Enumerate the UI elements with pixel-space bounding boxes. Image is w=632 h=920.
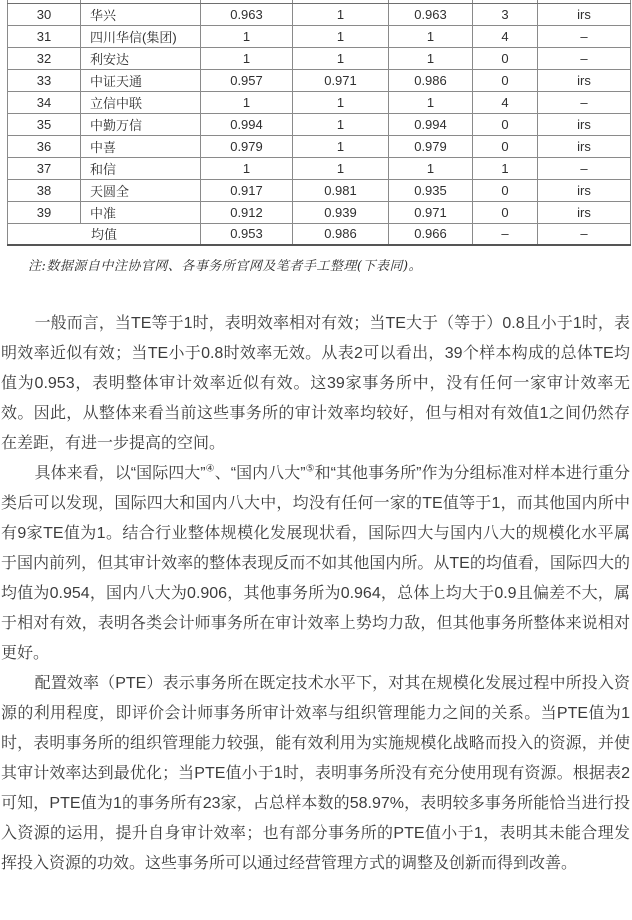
cell-slack: 0 [473,47,538,69]
cell-firm-name: 四川华信(集团) [81,25,201,47]
mean-label: 均值 [8,223,201,245]
efficiency-table-container [0,0,632,246]
cell-pte: 1 [293,157,389,179]
cell-pte: 0.981 [293,179,389,201]
mean-pte: 0.986 [293,223,389,245]
table-row [8,3,631,25]
p2-text-2: 、“国内八大” [214,465,306,482]
cell-te: 1 [201,25,293,47]
cell-returns: irs [538,179,631,201]
cell-rank: 31 [8,25,81,47]
footnote-ref-5: ⑤ [305,463,315,475]
table-row [8,201,631,223]
paragraph-te-analysis: 一般而言，当TE等于1时，表明效率相对有效；当TE大于（等于）0.8且小于1时，表明效率近似有效；当TE小于0.8时效率无效。从表2可以看出，39个样本构成的总体TE均值为0.953，表明整体审计效率近似有效。这39家事务所中，没有任何一家审计效率无效。因此，从整体来看当前这些事务所的审计效率均较好，但与相对有效值1之间仍然存在差距，有进一步提高的空间。 [1,315,630,452]
table-row [8,69,631,91]
mean-te: 0.953 [201,223,293,245]
cell-slack: 0 [473,179,538,201]
cell-te: 0.994 [201,113,293,135]
paragraph-pte-analysis: 配置效率（PTE）表示事务所在既定技术水平下，对其在规模化发展过程中所投入资源的利用程度，即评价会计师事务所审计效率与组织管理能力之间的关系。当PTE值为1时，表明事务所的组织管理能力较强，能有效利用为实施规模化战略而投入的资源，并使其审计效率达到最优化；当PTE值小于1时，表明事务所没有充分使用现有资源。根据表2可知，PTE值为1的事务所有23家，占总样本数的58.97%，表明较多事务所能恰当进行投入资源的运用，提升自身审计效率；也有部分事务所的PTE值小于1，表明其未能合理发挥投入资源的功效。这些事务所可以通过经营管理方式的调整及创新而得到改善。 [1,675,630,872]
cell-firm-name: 立信中联 [81,91,201,113]
cell-rank: 36 [8,135,81,157]
cell-slack: 0 [473,201,538,223]
mean-se: 0.966 [389,223,473,245]
table-mean-row [8,223,631,245]
cell-pte: 1 [293,3,389,25]
cell-returns: irs [538,113,631,135]
cell-te: 0.957 [201,69,293,91]
cell-pte: 1 [293,91,389,113]
cell-returns: irs [538,135,631,157]
cell-te: 0.963 [201,3,293,25]
cell-se: 1 [389,91,473,113]
cell-slack: 0 [473,69,538,91]
cell-rank: 39 [8,201,81,223]
cell-se: 0.935 [389,179,473,201]
paragraph-group-comparison [1,459,630,669]
cell-pte: 0.971 [293,69,389,91]
body-text [0,309,632,879]
cell-se: 1 [389,157,473,179]
cell-pte: 0.939 [293,201,389,223]
cell-pte: 1 [293,25,389,47]
cell-rank: 30 [8,3,81,25]
cell-firm-name: 和信 [81,157,201,179]
table-source-note: 注:数据源自中注协官网、各事务所官网及笔者手工整理(下表同)。 [28,259,423,274]
cell-te: 1 [201,91,293,113]
cell-rank: 32 [8,47,81,69]
cell-rank: 37 [8,157,81,179]
cell-slack: 0 [473,113,538,135]
cell-se: 0.971 [389,201,473,223]
cell-firm-name: 利安达 [81,47,201,69]
cell-returns: irs [538,201,631,223]
cell-te: 0.912 [201,201,293,223]
cell-se: 1 [389,25,473,47]
cell-returns: – [538,157,631,179]
cell-firm-name: 天圆全 [81,179,201,201]
cell-slack: 4 [473,91,538,113]
table-row [8,157,631,179]
footnote-ref-4: ④ [205,463,215,475]
cell-se: 0.963 [389,3,473,25]
cell-firm-name: 华兴 [81,3,201,25]
p2-text-1: 具体来看，以“国际四大” [34,465,206,482]
cell-firm-name: 中证天通 [81,69,201,91]
cell-te: 1 [201,157,293,179]
cell-rank: 35 [8,113,81,135]
table-row [8,47,631,69]
cell-returns: – [538,47,631,69]
cell-se: 1 [389,47,473,69]
table-row [8,113,631,135]
mean-returns: – [538,223,631,245]
table-row [8,179,631,201]
table-row [8,25,631,47]
efficiency-table [7,0,631,246]
cell-rank: 34 [8,91,81,113]
cell-te: 0.917 [201,179,293,201]
cell-slack: 4 [473,25,538,47]
cell-firm-name: 中准 [81,201,201,223]
cell-te: 0.979 [201,135,293,157]
table-row [8,91,631,113]
cell-rank: 38 [8,179,81,201]
cell-slack: 1 [473,157,538,179]
mean-slack: – [473,223,538,245]
cell-returns: – [538,91,631,113]
cell-rank: 33 [8,69,81,91]
cell-slack: 3 [473,3,538,25]
cell-pte: 1 [293,135,389,157]
cell-se: 0.986 [389,69,473,91]
p2-text-3: 和“其他事务所”作为分组标准对样本进行重分类后可以发现，国际四大和国内八大中，均没有任何一家的TE值等于1，而其他国内所中有9家TE值为1。结合行业整体规模化发展现状看，国际四大与国内八大的规模化水平属于国内前列，但其审计效率的整体表现反而不如其他国内所。从TE的均值看，国际四大的均值为0.954，国内八大为0.906，其他事务所为0.964，总体上均大于0.9且偏差不大，属于相对有效，表明各类会计师事务所在审计效率上势均力敌，但其他事务所整体来说相对更好。 [1,465,630,662]
cell-se: 0.979 [389,135,473,157]
cell-se: 0.994 [389,113,473,135]
cell-returns: irs [538,3,631,25]
table-row [8,135,631,157]
cell-pte: 1 [293,113,389,135]
cell-pte: 1 [293,47,389,69]
cell-te: 1 [201,47,293,69]
cell-firm-name: 中勤万信 [81,113,201,135]
cell-slack: 0 [473,135,538,157]
cell-returns: – [538,25,631,47]
cell-returns: irs [538,69,631,91]
cell-firm-name: 中喜 [81,135,201,157]
